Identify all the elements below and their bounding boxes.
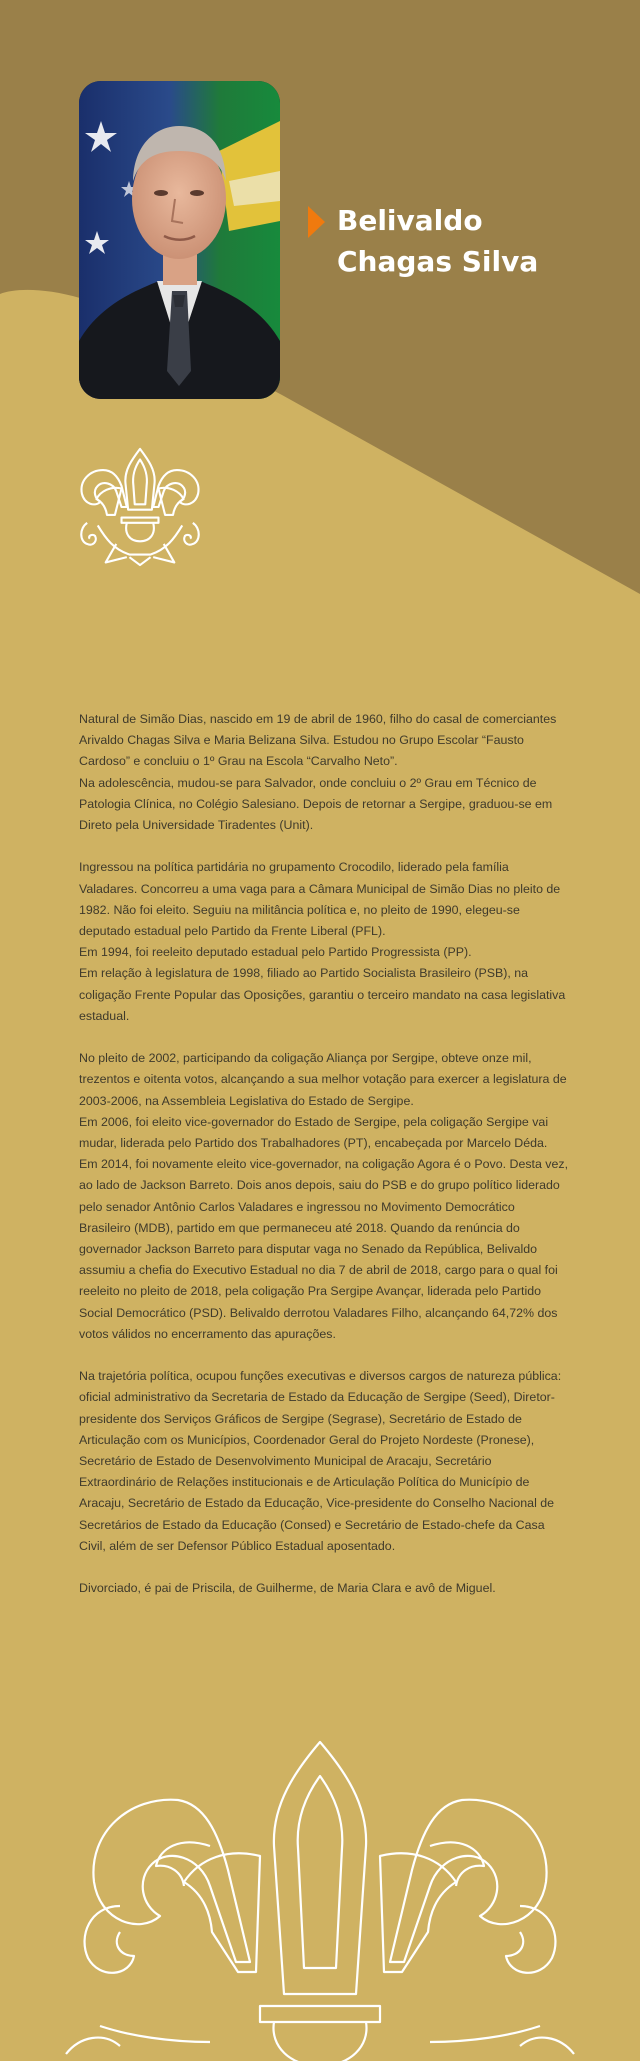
- portrait-photo: [79, 81, 280, 399]
- biography-text: [79, 709, 569, 1621]
- play-arrow-icon: [308, 206, 325, 238]
- fleur-de-lis-watermark-icon: [60, 1736, 580, 2061]
- fleur-de-lis-emblem-icon: [74, 446, 206, 568]
- name-line-2: Chagas Silva: [337, 245, 539, 278]
- bio-paragraph: Divorciado, é pai de Priscila, de Guilherme, de Maria Clara e avô de Miguel.: [79, 1581, 496, 1596]
- portrait-illustration: [79, 81, 280, 399]
- bio-paragraph: Natural de Simão Dias, nascido em 19 de abril de 1960, filho do casal de comerciantes Arivaldo Chagas Silva e Maria Belizana Silva. Estudou no Grupo Escolar “Fausto Cardoso” e concluiu o 1º Grau na Escola “Carvalho Neto”. Na adolescência, mudou-se para Salvador, onde concluiu o 2º Grau em Técnico de Patologia Clínica, no Colégio Salesiano. Depois de retornar a Sergipe, graduou-se em Direto pela Universidade Tiradentes (Unit).: [79, 712, 557, 833]
- name-line-1: Belivaldo: [337, 204, 483, 237]
- bio-paragraph: Ingressou na política partidária no grupamento Crocodilo, liderado pela família Valadares. Concorreu a uma vaga para a Câmara Municipal de Simão Dias no pleito de 1982. Não foi eleito. Seguiu na militância política e, no pleito de 1990, elegeu-se deputado estadual pelo Partido da Frente Liberal (PFL). Em 1994, foi reeleito deputado estadual pelo Partido Progressista (PP). Em relação à legislatura de 1998, filiado ao Partido Socialista Brasileiro (PSB), na coligação Frente Popular das Oposições, garantiu o terceiro mandato na casa legislativa estadual.: [79, 860, 566, 1023]
- bio-paragraph: No pleito de 2002, participando da coligação Aliança por Sergipe, obteve onze mil, trezentos e oitenta votos, alcançando a sua melhor votação para exercer a legislatura de 2003-2006, na Assembleia Legislativa do Estado de Sergipe. Em 2006, foi eleito vice-governador do Estado de Sergipe, pela coligação Sergipe vai mudar, liderada pelo Partido dos Trabalhadores (PT), encabeçada por Marcelo Déda. Em 2014, foi novamente eleito vice-governador, na coligação Agora é o Povo. Desta vez, ao lado de Jackson Barreto. Dois anos depois, saiu do PSB e do grupo político liderado pelo senador Antônio Carlos Valadares e ingressou no Movimento Democrático Brasileiro (MDB), partido em que permaneceu até 2018. Quando da renúncia do governador Jackson Barreto para disputar vaga no Senado da República, Belivaldo assumiu a chefia do Executivo Estadual no dia 7 de abril de 2018, cargo para o qual foi reeleito no pleito de 2018, pela coligação Pra Sergipe Avançar, liderada pelo Partido Social Democrático (PSD). Belivaldo derrotou Valadares Filho, alcançando 64,72% dos votos válidos no encerramento das apurações.: [79, 1051, 569, 1341]
- bio-paragraph: Na trajetória política, ocupou funções executivas e diversos cargos de natureza pública: oficial administrativo da Secretaria de Estado da Educação de Sergipe (Seed), Diretor-presidente dos Serviços Gráficos de Sergipe (Segrase), Secretário de Estado de Articulação com os Municípios, Coordenador Geral do Projeto Nordeste (Pronese), Secretário de Estado de Desenvolvimento Municipal de Aracaju, Secretário Extraordinário de Relações institucionais e de Articulação Política do Município de Aracaju, Secretário de Estado da Educação, Vice-presidente do Conselho Nacional de Secretários de Estado da Educação (Consed) e Secretário de Estado-chefe da Casa Civil, além de ser Defensor Público Estadual aposentado.: [79, 1369, 562, 1553]
- person-name: [337, 200, 597, 282]
